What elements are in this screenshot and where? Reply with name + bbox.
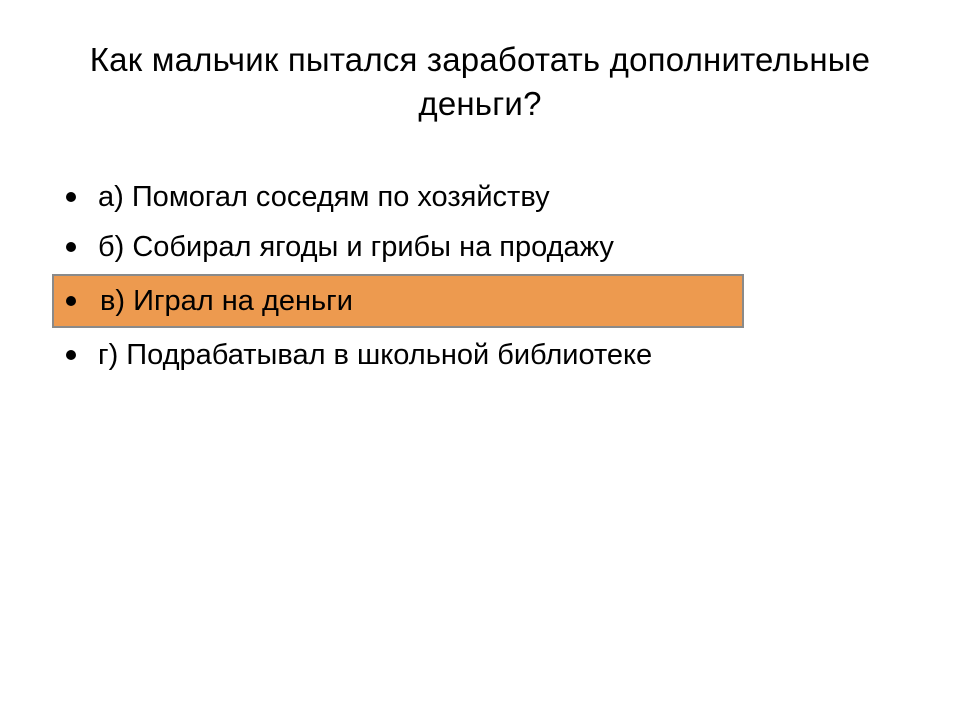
list-item-option-c-selected[interactable] bbox=[52, 274, 744, 328]
bullet-icon bbox=[66, 296, 76, 306]
option-label: б) Собирал ягоды и грибы на продажу bbox=[98, 230, 614, 263]
bullet-icon bbox=[66, 242, 76, 252]
list-item-option-b[interactable] bbox=[52, 222, 912, 272]
option-label: в) Играл на деньги bbox=[100, 284, 353, 317]
option-label: а) Помогал соседям по хозяйству bbox=[98, 180, 550, 213]
bullet-icon bbox=[66, 192, 76, 202]
answer-options-list bbox=[52, 172, 912, 380]
option-label: г) Подрабатывал в школьной библиотеке bbox=[98, 338, 653, 371]
bullet-icon bbox=[66, 350, 76, 360]
page-title: Как мальчик пытался заработать дополнительные деньги? bbox=[89, 41, 871, 122]
list-item-option-d[interactable] bbox=[52, 330, 912, 380]
list-item-option-a[interactable] bbox=[52, 172, 912, 222]
